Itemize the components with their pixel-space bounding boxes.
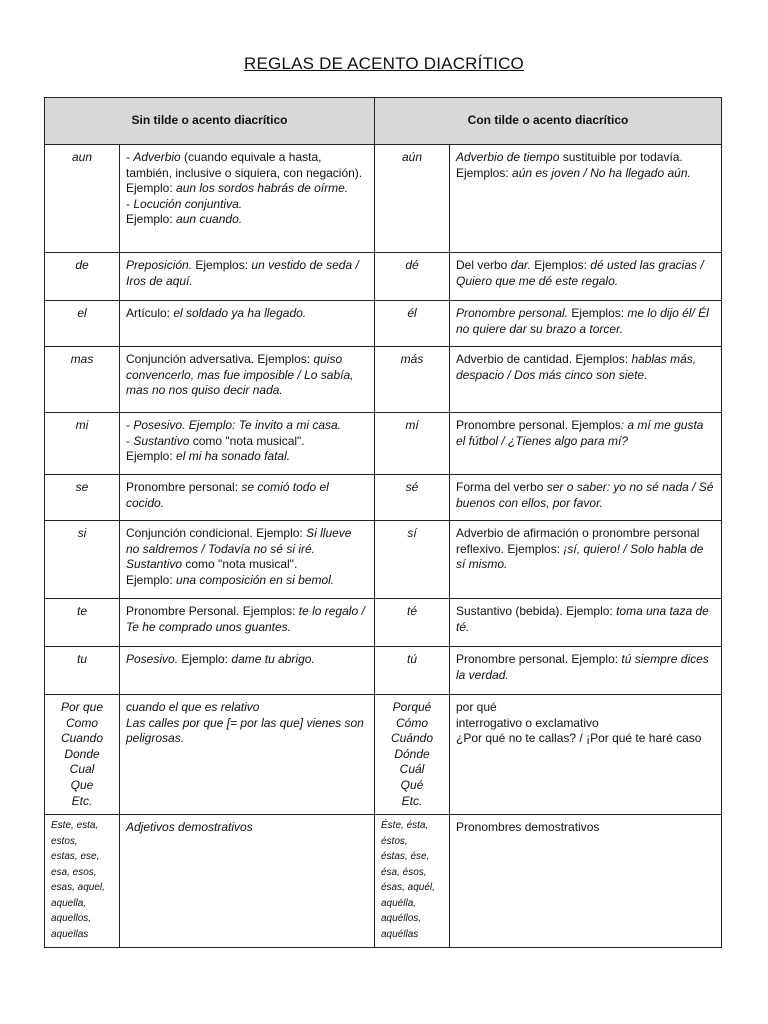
table-row — [45, 599, 722, 647]
word-line: mí — [405, 418, 419, 432]
plain-text: ¿Por qué no te callas? / ¡Por qué te haré caso — [456, 731, 702, 746]
word-line: estos, — [51, 835, 78, 847]
word-line: Éste, ésta, — [381, 820, 429, 832]
word-line: más — [400, 352, 424, 366]
text-line — [126, 700, 368, 716]
italic-text: Adverbio de tiempo — [456, 150, 560, 164]
usage-sin-tilde — [120, 301, 375, 347]
usage-sin-tilde — [120, 145, 375, 253]
word-line: aquellas — [51, 928, 89, 940]
text-line — [456, 306, 715, 337]
word-con-tilde — [375, 347, 450, 413]
word-sin-tilde — [45, 145, 120, 253]
word-line: de — [75, 258, 89, 272]
word-line: Qué — [400, 777, 424, 792]
plain-text: Pronombre Personal. Ejemplos: — [126, 604, 299, 618]
text-line — [126, 352, 368, 399]
text-line — [126, 557, 368, 573]
italic-text: me lo dijo él/ Él no quiere dar su brazo a torcer. — [456, 306, 709, 336]
plain-text: como "nota musical". — [182, 557, 298, 572]
word-sin-tilde — [45, 253, 120, 301]
usage-con-tilde — [450, 413, 722, 475]
word-line: Por que — [60, 700, 104, 714]
italic-text: se comió todo el cocido. — [126, 480, 329, 510]
italic-text: Sustantivo — [133, 433, 190, 448]
usage-sin-tilde — [120, 695, 375, 815]
plain-text: Ejemplo: — [178, 652, 232, 666]
word-sin-tilde — [45, 599, 120, 647]
usage-con-tilde — [450, 301, 722, 347]
text-line — [126, 418, 368, 434]
text-line — [456, 352, 715, 383]
plain-text: - — [126, 196, 134, 211]
word-con-tilde — [375, 253, 450, 301]
plain-text: Del verbo — [456, 258, 511, 272]
plain-text: por qué — [456, 700, 497, 714]
italic-text: Adjetivos demostrativos — [126, 820, 253, 835]
usage-sin-tilde — [120, 253, 375, 301]
text-line — [456, 258, 715, 289]
italic-text: una composición en si bemol. — [176, 572, 335, 587]
word-line: Cual — [69, 762, 95, 777]
word-line: Etc. — [401, 793, 423, 808]
italic-text: dé usted las gracias / Quiero que me dé este regalo. — [456, 258, 704, 288]
text-line — [126, 197, 368, 213]
italic-text: Las calles por que [= por las que] vienes son peligrosas. — [126, 715, 364, 746]
table-row — [45, 695, 722, 815]
word-con-tilde — [375, 145, 450, 253]
text-line — [126, 716, 368, 747]
word-con-tilde — [375, 521, 450, 599]
word-line: él — [407, 306, 417, 320]
text-line — [456, 150, 715, 166]
word-con-tilde — [375, 647, 450, 695]
text-line — [456, 604, 715, 635]
word-line: dé — [405, 258, 419, 272]
italic-text: aun cuando. — [176, 212, 243, 227]
plain-text: (cuando equivale a hasta, también, inclusive o siquiera, con negación). Ejemplo: — [126, 150, 363, 196]
italic-text: aún es joven / No ha llegado aún. — [512, 165, 691, 180]
word-con-tilde — [375, 599, 450, 647]
word-line: el — [77, 306, 87, 320]
usage-sin-tilde — [120, 815, 375, 948]
word-line: aquella, — [51, 897, 87, 909]
italic-text: Posesivo. Ejemplo: Te invito a mi casa. — [133, 418, 341, 432]
usage-con-tilde — [450, 145, 722, 253]
plain-text: Sustantivo (bebida). Ejemplo: — [456, 604, 617, 618]
table-row — [45, 347, 722, 413]
italic-text: Locución conjuntiva. — [133, 196, 243, 211]
word-line: Este, esta, — [51, 820, 99, 832]
usage-con-tilde — [450, 695, 722, 815]
plain-text: Ejemplos: — [456, 165, 513, 180]
text-line — [456, 166, 715, 182]
plain-text: Ejemplos: — [530, 258, 591, 272]
italic-text: Adverbio — [133, 150, 181, 164]
word-line: Que — [70, 777, 94, 792]
word-line: mas — [70, 352, 94, 366]
italic-text: el mi ha sonado fatal. — [176, 449, 291, 464]
text-line — [456, 480, 715, 511]
italic-text: dame tu abrigo. — [231, 652, 315, 666]
table-row — [45, 413, 722, 475]
usage-con-tilde — [450, 599, 722, 647]
italic-text: el soldado ya ha llegado. — [173, 306, 307, 320]
table-row — [45, 647, 722, 695]
text-line — [126, 820, 368, 836]
usage-sin-tilde — [120, 413, 375, 475]
table-row — [45, 475, 722, 521]
text-line — [126, 480, 368, 511]
text-line — [456, 731, 715, 747]
text-line — [456, 652, 715, 683]
word-line: tu — [76, 652, 87, 666]
italic-text: Posesivo. — [126, 652, 179, 666]
word-line: aquellos, — [51, 913, 92, 925]
usage-con-tilde — [450, 347, 722, 413]
word-line: Cuál — [399, 762, 425, 777]
text-line — [456, 700, 715, 716]
plain-text: Adverbio de afirmación o pronombre personal reflexivo. Ejemplos: — [456, 526, 700, 556]
table-row — [45, 301, 722, 347]
word-line: Porqué — [392, 700, 432, 714]
word-line: estas, ese, — [51, 851, 100, 863]
text-line — [126, 449, 368, 465]
italic-text: hablas más, despacio / Dos más cinco son siete. — [456, 352, 697, 382]
word-line: Etc. — [71, 793, 93, 808]
plain-text: - — [126, 433, 134, 448]
plain-text: Ejemplo: — [126, 212, 177, 227]
text-line — [456, 716, 715, 732]
italic-text: ser o saber: yo no sé nada / Sé buenos con ellos, por favor. — [456, 480, 714, 510]
plain-text: - — [126, 150, 134, 164]
text-line — [126, 306, 368, 322]
italic-text: un vestido de seda / Iros de aquí. — [126, 258, 359, 288]
italic-text: Pronombre personal. — [456, 306, 569, 320]
plain-text: Artículo: — [126, 306, 174, 320]
page-title: REGLAS DE ACENTO DIACRÍTICO — [244, 54, 524, 73]
plain-text: Ejemplos: — [192, 258, 252, 272]
word-line: tú — [406, 652, 417, 666]
word-con-tilde — [375, 475, 450, 521]
text-line — [126, 258, 368, 289]
word-line: mi — [75, 418, 89, 432]
italic-text: Sustantivo — [126, 557, 183, 572]
word-sin-tilde — [45, 347, 120, 413]
text-line — [126, 652, 368, 668]
plain-text: Ejemplo: — [126, 449, 177, 464]
plain-text: interrogativo o exclamativo — [456, 715, 599, 730]
usage-sin-tilde — [120, 599, 375, 647]
text-line — [456, 418, 715, 449]
plain-text: Ejemplos: — [568, 306, 628, 320]
italic-text: Preposición. — [126, 258, 193, 272]
word-sin-tilde — [45, 695, 120, 815]
word-sin-tilde — [45, 475, 120, 521]
usage-sin-tilde — [120, 347, 375, 413]
italic-text: cuando el que es relativo — [126, 700, 260, 714]
text-line — [456, 526, 715, 573]
italic-text: toma una taza de té. — [456, 604, 709, 634]
text-line — [126, 604, 368, 635]
italic-text: te lo regalo / Te he comprado unos guantes. — [126, 604, 365, 634]
table-body — [45, 145, 722, 948]
plain-text: Adverbio de cantidad. Ejemplos: — [456, 352, 632, 366]
word-line: éstas, ése, — [381, 851, 430, 863]
word-con-tilde — [375, 301, 450, 347]
plain-text: Conjunción adversativa. Ejemplos: — [126, 352, 314, 366]
plain-text: - — [126, 418, 134, 432]
usage-con-tilde — [450, 647, 722, 695]
word-line: té — [406, 604, 417, 618]
word-line: si — [77, 526, 87, 540]
word-con-tilde — [375, 815, 450, 948]
table-row — [45, 815, 722, 948]
plain-text: como "nota musical". — [189, 433, 305, 448]
word-line: aquélla, — [381, 897, 417, 909]
header-sin-tilde: Sin tilde o acento diacrítico — [45, 98, 375, 145]
plain-text: Forma del verbo — [456, 480, 547, 494]
word-line: aquéllas — [381, 928, 419, 940]
word-line: aún — [401, 150, 423, 164]
italic-text: aun los sordos habrás de oírme. — [176, 181, 349, 196]
usage-sin-tilde — [120, 475, 375, 521]
word-line: Cuando — [60, 731, 104, 746]
text-line — [126, 573, 368, 589]
usage-con-tilde — [450, 253, 722, 301]
table-row — [45, 145, 722, 253]
plain-text: Pronombre personal. Ejemplos — [456, 418, 621, 432]
usage-sin-tilde — [120, 521, 375, 599]
plain-text: Conjunción condicional. Ejemplo: — [126, 526, 307, 540]
word-con-tilde — [375, 413, 450, 475]
word-line: sí — [407, 526, 417, 540]
plain-text: Pronombre personal: — [126, 480, 242, 494]
text-line — [126, 526, 368, 557]
plain-text: sustituible por todavía. — [559, 150, 683, 164]
diacritic-rules-table — [44, 97, 722, 948]
word-line: aquéllos, — [381, 913, 422, 925]
word-line: Cómo — [395, 715, 428, 730]
word-sin-tilde — [45, 647, 120, 695]
plain-text: Pronombre personal. Ejemplo: — [456, 652, 622, 666]
word-line: Dónde — [394, 746, 430, 761]
word-line: se — [75, 480, 89, 494]
word-sin-tilde — [45, 521, 120, 599]
italic-text: Si llueve no saldremos / Todavía no sé si iré. — [126, 526, 352, 556]
word-line: esa, esos, — [51, 866, 97, 878]
word-line: esas, aquel, — [51, 882, 105, 894]
word-line: aun — [71, 150, 93, 164]
text-line — [126, 434, 368, 450]
usage-con-tilde — [450, 475, 722, 521]
word-line: ésas, aquél, — [381, 882, 435, 894]
word-line: sé — [405, 480, 419, 494]
text-line — [456, 820, 715, 836]
italic-text: ¡sí, quiero! / Solo habla de sí mismo. — [456, 541, 704, 572]
word-line: éstos, — [381, 835, 408, 847]
table-header-row — [45, 98, 722, 145]
usage-sin-tilde — [120, 647, 375, 695]
usage-con-tilde — [450, 815, 722, 948]
word-sin-tilde — [45, 413, 120, 475]
table-row — [45, 253, 722, 301]
plain-text: Pronombres demostrativos — [456, 820, 600, 835]
word-line: te — [76, 604, 87, 618]
italic-text: quiso convencerlo, mas fue imposible / Lo sabía, mas no nos quiso decir nada. — [126, 352, 354, 398]
word-line: Donde — [64, 746, 100, 761]
plain-text: Ejemplo: — [126, 572, 177, 587]
text-line — [126, 212, 368, 228]
word-line: ésa, ésos, — [381, 866, 427, 878]
word-line: Como — [65, 715, 98, 730]
header-con-tilde: Con tilde o acento diacrítico — [375, 98, 722, 145]
table-row — [45, 521, 722, 599]
usage-con-tilde — [450, 521, 722, 599]
word-con-tilde — [375, 695, 450, 815]
text-line — [126, 150, 368, 197]
word-sin-tilde — [45, 815, 120, 948]
word-line: Cuándo — [390, 731, 434, 746]
italic-text: tú siempre dices la verdad. — [456, 652, 709, 682]
italic-text: : a mí me gusta el fútbol / ¿Tienes algo para mí? — [456, 418, 704, 448]
italic-text: dar. — [510, 258, 531, 272]
word-sin-tilde — [45, 301, 120, 347]
